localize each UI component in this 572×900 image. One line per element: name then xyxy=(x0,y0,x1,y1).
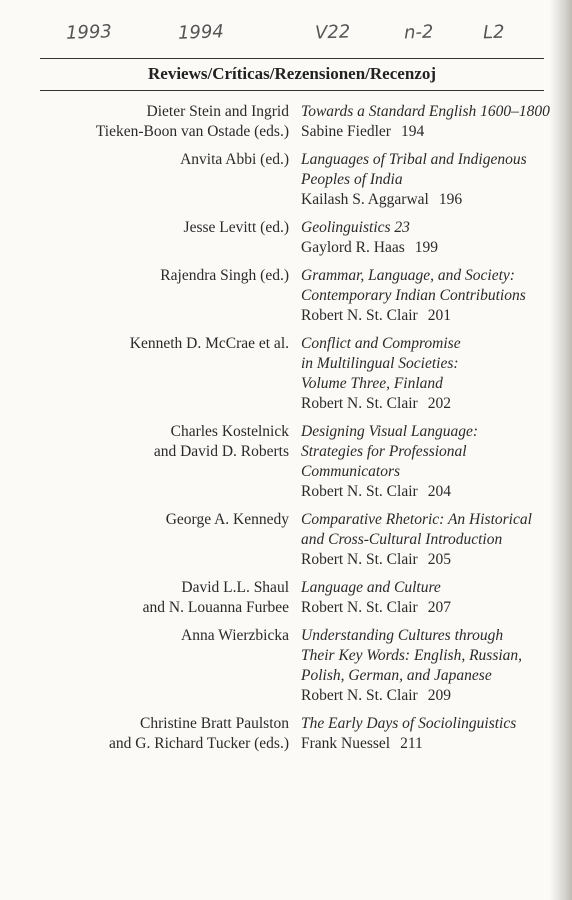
page-number: 202 xyxy=(427,395,451,412)
title-line: The Early Days of Sociolinguistics xyxy=(301,715,517,732)
handwritten-note: V22 xyxy=(314,21,351,44)
reviewer-line xyxy=(301,306,561,326)
review-details xyxy=(301,578,561,618)
review-author xyxy=(0,714,289,754)
title-line: Polish, German, and Japanese xyxy=(301,667,492,684)
reviewer-line xyxy=(301,394,561,414)
reviewer-name: Robert N. St. Clair xyxy=(301,483,418,500)
top-rule xyxy=(40,58,544,59)
title-line: Contemporary Indian Contributions xyxy=(301,287,526,304)
reviewer-line xyxy=(301,190,561,210)
title-line: Understanding Cultures through xyxy=(301,627,504,644)
review-author xyxy=(0,266,289,326)
book-title xyxy=(301,266,561,306)
review-details xyxy=(301,422,561,502)
title-line: Their Key Words: English, Russian, xyxy=(301,647,523,664)
reviewer-line xyxy=(301,598,561,618)
reviewer-name: Robert N. St. Clair xyxy=(301,307,418,324)
page-number: 209 xyxy=(427,687,451,704)
page-number: 204 xyxy=(427,483,451,500)
book-title xyxy=(301,334,561,394)
review-author xyxy=(0,626,289,706)
book-title xyxy=(301,626,561,686)
review-details xyxy=(301,266,561,326)
title-line: Conflict and Compromise xyxy=(301,335,461,352)
book-title xyxy=(301,510,561,550)
reviewer-name: Gaylord R. Haas xyxy=(301,239,405,256)
author-line: Christine Bratt Paulston xyxy=(140,715,289,732)
review-author xyxy=(0,150,289,210)
reviewer-line xyxy=(301,238,561,258)
reviewer-name: Robert N. St. Clair xyxy=(301,551,418,568)
title-line: Grammar, Language, and Society: xyxy=(301,267,515,284)
page-number: 207 xyxy=(427,599,451,616)
review-entry xyxy=(0,578,572,618)
review-details xyxy=(301,510,561,570)
title-line: in Multilingual Societies: xyxy=(301,355,459,372)
book-title xyxy=(301,422,561,482)
review-author xyxy=(0,510,289,570)
review-entry xyxy=(0,334,572,414)
author-line: Dieter Stein and Ingrid xyxy=(146,103,289,120)
author-line: Kenneth D. McCrae et al. xyxy=(129,335,289,352)
author-line: Rajendra Singh (ed.) xyxy=(160,267,289,284)
review-details xyxy=(301,626,561,706)
book-title xyxy=(301,714,561,734)
page-number: 201 xyxy=(427,307,451,324)
reviewer-name: Robert N. St. Clair xyxy=(301,599,418,616)
review-author xyxy=(0,334,289,414)
reviewer-line xyxy=(301,550,561,570)
review-author xyxy=(0,218,289,258)
bottom-rule xyxy=(40,90,544,91)
handwritten-note: 1994 xyxy=(177,21,225,44)
handwritten-note: 1993 xyxy=(65,21,113,44)
title-line: Designing Visual Language: xyxy=(301,423,479,440)
review-details xyxy=(301,150,561,210)
review-details xyxy=(301,218,561,258)
reviewer-name: Kailash S. Aggarwal xyxy=(301,191,429,208)
review-details xyxy=(301,102,561,142)
handwritten-note: n-2 xyxy=(403,21,434,44)
review-author xyxy=(0,102,289,142)
review-author xyxy=(0,422,289,502)
reviewer-line xyxy=(301,482,561,502)
reviewer-name: Robert N. St. Clair xyxy=(301,395,418,412)
title-line: Peoples of India xyxy=(301,171,403,188)
reviewer-name: Robert N. St. Clair xyxy=(301,687,418,704)
author-line: George A. Kennedy xyxy=(165,511,289,528)
title-line: Language and Culture xyxy=(301,579,441,596)
author-line: and N. Louanna Furbee xyxy=(142,599,289,616)
review-entry xyxy=(0,626,572,706)
author-line: Tieken-Boon van Ostade (eds.) xyxy=(95,123,289,140)
reviewer-line xyxy=(301,734,561,754)
review-author xyxy=(0,578,289,618)
review-list xyxy=(0,102,572,762)
reviewer-line xyxy=(301,122,561,142)
reviewer-line xyxy=(301,686,561,706)
author-line: Anna Wierzbicka xyxy=(181,627,289,644)
book-title xyxy=(301,102,561,122)
review-details xyxy=(301,714,561,754)
review-entry xyxy=(0,266,572,326)
title-line: Volume Three, Finland xyxy=(301,375,443,392)
review-entry xyxy=(0,218,572,258)
author-line: David L.L. Shaul xyxy=(181,579,289,596)
title-line: Strategies for Professional xyxy=(301,443,467,460)
page-number: 196 xyxy=(438,191,463,208)
handwritten-note: L2 xyxy=(482,21,505,44)
author-line: Anvita Abbi (ed.) xyxy=(180,151,289,168)
title-line: Communicators xyxy=(301,463,401,480)
author-line: and David D. Roberts xyxy=(153,443,289,460)
author-line: Charles Kostelnick xyxy=(170,423,289,440)
review-details xyxy=(301,334,561,414)
title-line: and Cross-Cultural Introduction xyxy=(301,531,503,548)
author-line: and G. Richard Tucker (eds.) xyxy=(109,735,289,752)
review-entry xyxy=(0,510,572,570)
page-number: 211 xyxy=(400,735,423,752)
book-title xyxy=(301,578,561,598)
reviewer-name: Sabine Fiedler xyxy=(301,123,391,140)
review-entry xyxy=(0,422,572,502)
book-title xyxy=(301,150,561,190)
review-entry xyxy=(0,714,572,754)
title-line: Geolinguistics 23 xyxy=(301,219,410,236)
section-heading: Reviews/Críticas/Rezensionen/Recenzoj xyxy=(148,64,436,83)
title-line: Comparative Rhetoric: An Historical xyxy=(301,511,532,528)
page-number: 194 xyxy=(400,123,425,140)
page-number: 199 xyxy=(414,239,438,256)
reviewer-name: Frank Nuessel xyxy=(301,735,391,752)
title-line: Languages of Tribal and Indigenous xyxy=(301,151,527,168)
review-entry xyxy=(0,102,572,142)
page-number: 205 xyxy=(427,551,451,568)
author-line: Jesse Levitt (ed.) xyxy=(183,219,289,236)
review-entry xyxy=(0,150,572,210)
title-line: Towards a Standard English 1600–1800 xyxy=(301,103,550,120)
book-title xyxy=(301,218,561,238)
